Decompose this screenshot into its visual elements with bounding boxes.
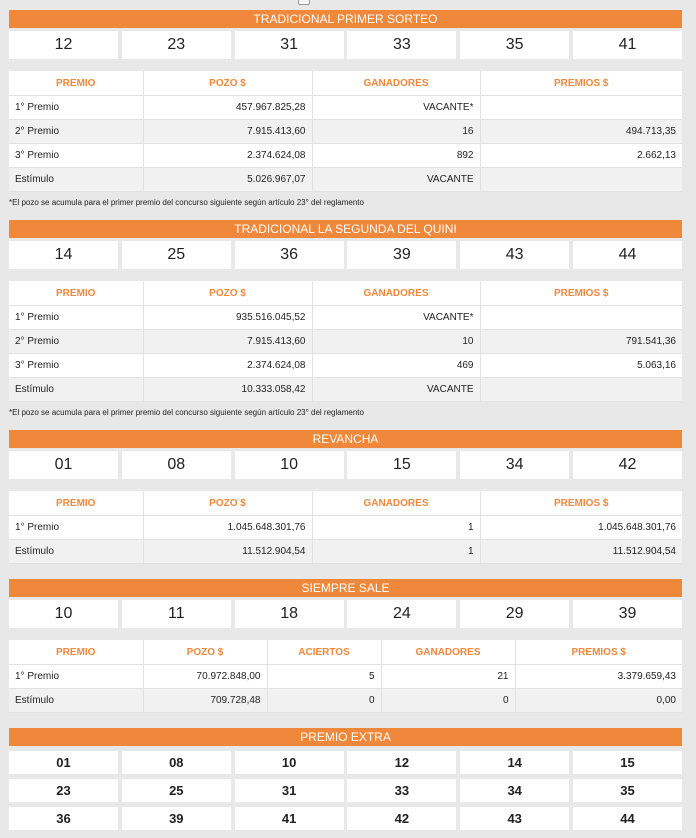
extra-numbers-grid: [9, 751, 682, 830]
cell: 2.374.624,08: [143, 144, 312, 168]
number-ball: 33: [347, 31, 456, 59]
extra-number: 10: [235, 751, 344, 774]
number-ball: 43: [460, 241, 569, 269]
col-header: POZO $: [143, 71, 312, 96]
cell: 1° Premio: [9, 306, 143, 330]
section-title: PREMIO EXTRA: [9, 728, 682, 746]
table-row: [9, 306, 682, 330]
col-header: PREMIO: [9, 640, 143, 665]
top-tab-marker: [298, 0, 310, 5]
section-la-segunda-del-quini: [9, 220, 682, 417]
number-ball: 34: [460, 451, 569, 479]
cell: 935.516.045,52: [143, 306, 312, 330]
col-header: GANADORES: [381, 640, 515, 665]
number-ball: 36: [235, 241, 344, 269]
cell: 0: [381, 689, 515, 713]
cell: 7.915.413,60: [143, 330, 312, 354]
extra-number: 08: [122, 751, 231, 774]
cell: Estímulo: [9, 689, 143, 713]
cell: 1: [312, 540, 480, 564]
number-ball: 42: [573, 451, 682, 479]
cell: VACANTE: [312, 168, 480, 192]
prize-table: [9, 491, 682, 564]
table-header-row: [9, 281, 682, 306]
table-row: [9, 168, 682, 192]
extra-number: 01: [9, 751, 118, 774]
col-header: PREMIO: [9, 491, 143, 516]
cell: [480, 378, 682, 402]
section-tradicional-primer-sorteo: [9, 10, 682, 207]
extra-number: 14: [460, 751, 569, 774]
col-header: ACIERTOS: [267, 640, 381, 665]
col-header: PREMIOS $: [480, 71, 682, 96]
cell: 3.379.659,43: [515, 665, 682, 689]
extra-number: 12: [347, 751, 456, 774]
table-header-row: [9, 491, 682, 516]
cell: 2.662,13: [480, 144, 682, 168]
col-header: PREMIOS $: [480, 491, 682, 516]
col-header: PREMIOS $: [515, 640, 682, 665]
extra-number: 44: [573, 807, 682, 830]
table-row: [9, 354, 682, 378]
extra-number: 41: [235, 807, 344, 830]
cell: 70.972.848,00: [143, 665, 267, 689]
cell: 469: [312, 354, 480, 378]
number-ball: 31: [235, 31, 344, 59]
winning-numbers: [9, 241, 682, 269]
footnote: *El pozo se acumula para el primer premio del concurso siguiente según artículo 23° del reglamento: [9, 198, 364, 207]
prize-table: [9, 640, 682, 713]
prize-table: [9, 281, 682, 402]
cell: 3° Premio: [9, 144, 143, 168]
winning-numbers: [9, 31, 682, 59]
cell: Estímulo: [9, 540, 143, 564]
col-header: GANADORES: [312, 491, 480, 516]
extra-number: 36: [9, 807, 118, 830]
prize-table: [9, 71, 682, 192]
section-title: TRADICIONAL LA SEGUNDA DEL QUINI: [9, 220, 682, 238]
number-ball: 23: [122, 31, 231, 59]
extra-number: 15: [573, 751, 682, 774]
col-header: PREMIOS $: [480, 281, 682, 306]
section-premio-extra: [9, 728, 682, 830]
cell: [480, 306, 682, 330]
cell: Estímulo: [9, 378, 143, 402]
table-row: [9, 378, 682, 402]
extra-number: 42: [347, 807, 456, 830]
extra-number: 43: [460, 807, 569, 830]
cell: 0,00: [515, 689, 682, 713]
extra-number: 23: [9, 779, 118, 802]
cell: 0: [267, 689, 381, 713]
number-ball: 08: [122, 451, 231, 479]
cell: 11.512.904,54: [143, 540, 312, 564]
number-ball: 39: [573, 600, 682, 628]
cell: 3° Premio: [9, 354, 143, 378]
table-row: [9, 96, 682, 120]
table-header-row: [9, 640, 682, 665]
cell: 5.063,16: [480, 354, 682, 378]
col-header: PREMIO: [9, 281, 143, 306]
section-title: SIEMPRE SALE: [9, 579, 682, 597]
number-ball: 18: [235, 600, 344, 628]
number-ball: 29: [460, 600, 569, 628]
col-header: POZO $: [143, 281, 312, 306]
number-ball: 10: [235, 451, 344, 479]
section-revancha: [9, 430, 682, 564]
col-header: POZO $: [143, 491, 312, 516]
extra-number: 31: [235, 779, 344, 802]
number-ball: 25: [122, 241, 231, 269]
col-header: GANADORES: [312, 71, 480, 96]
cell: 1.045.648.301,76: [480, 516, 682, 540]
cell: 2.374.624,08: [143, 354, 312, 378]
number-ball: 14: [9, 241, 118, 269]
cell: 5.026.967,07: [143, 168, 312, 192]
cell: 791.541,36: [480, 330, 682, 354]
winning-numbers: [9, 451, 682, 479]
cell: 1° Premio: [9, 516, 143, 540]
cell: [480, 168, 682, 192]
section-title: REVANCHA: [9, 430, 682, 448]
cell: 494.713,35: [480, 120, 682, 144]
col-header: GANADORES: [312, 281, 480, 306]
col-header: POZO $: [143, 640, 267, 665]
number-ball: 24: [347, 600, 456, 628]
table-row: [9, 144, 682, 168]
section-title: TRADICIONAL PRIMER SORTEO: [9, 10, 682, 28]
cell: 892: [312, 144, 480, 168]
cell: 2° Premio: [9, 330, 143, 354]
cell: 457.967.825,28: [143, 96, 312, 120]
cell: Estímulo: [9, 168, 143, 192]
extra-number: 25: [122, 779, 231, 802]
extra-number: 34: [460, 779, 569, 802]
number-ball: 15: [347, 451, 456, 479]
table-row: [9, 540, 682, 564]
cell: 7.915.413,60: [143, 120, 312, 144]
cell: 10.333.058,42: [143, 378, 312, 402]
cell: VACANTE*: [312, 306, 480, 330]
number-ball: 10: [9, 600, 118, 628]
cell: [480, 96, 682, 120]
cell: 16: [312, 120, 480, 144]
number-ball: 44: [573, 241, 682, 269]
table-row: [9, 665, 682, 689]
extra-number: 33: [347, 779, 456, 802]
cell: VACANTE: [312, 378, 480, 402]
number-ball: 11: [122, 600, 231, 628]
footnote: *El pozo se acumula para el primer premio del concurso siguiente según artículo 23° del reglamento: [9, 408, 364, 417]
cell: 10: [312, 330, 480, 354]
cell: 1.045.648.301,76: [143, 516, 312, 540]
extra-number: 39: [122, 807, 231, 830]
cell: 1: [312, 516, 480, 540]
number-ball: 35: [460, 31, 569, 59]
extra-number: 35: [573, 779, 682, 802]
number-ball: 01: [9, 451, 118, 479]
cell: VACANTE*: [312, 96, 480, 120]
cell: 5: [267, 665, 381, 689]
number-ball: 41: [573, 31, 682, 59]
table-row: [9, 120, 682, 144]
cell: 11.512.904,54: [480, 540, 682, 564]
cell: 709.728,48: [143, 689, 267, 713]
table-row: [9, 330, 682, 354]
cell: 1° Premio: [9, 665, 143, 689]
table-row: [9, 516, 682, 540]
section-siempre-sale: [9, 579, 682, 713]
winning-numbers: [9, 600, 682, 628]
cell: 2° Premio: [9, 120, 143, 144]
number-ball: 12: [9, 31, 118, 59]
cell: 1° Premio: [9, 96, 143, 120]
col-header: PREMIO: [9, 71, 143, 96]
table-header-row: [9, 71, 682, 96]
table-row: [9, 689, 682, 713]
number-ball: 39: [347, 241, 456, 269]
cell: 21: [381, 665, 515, 689]
